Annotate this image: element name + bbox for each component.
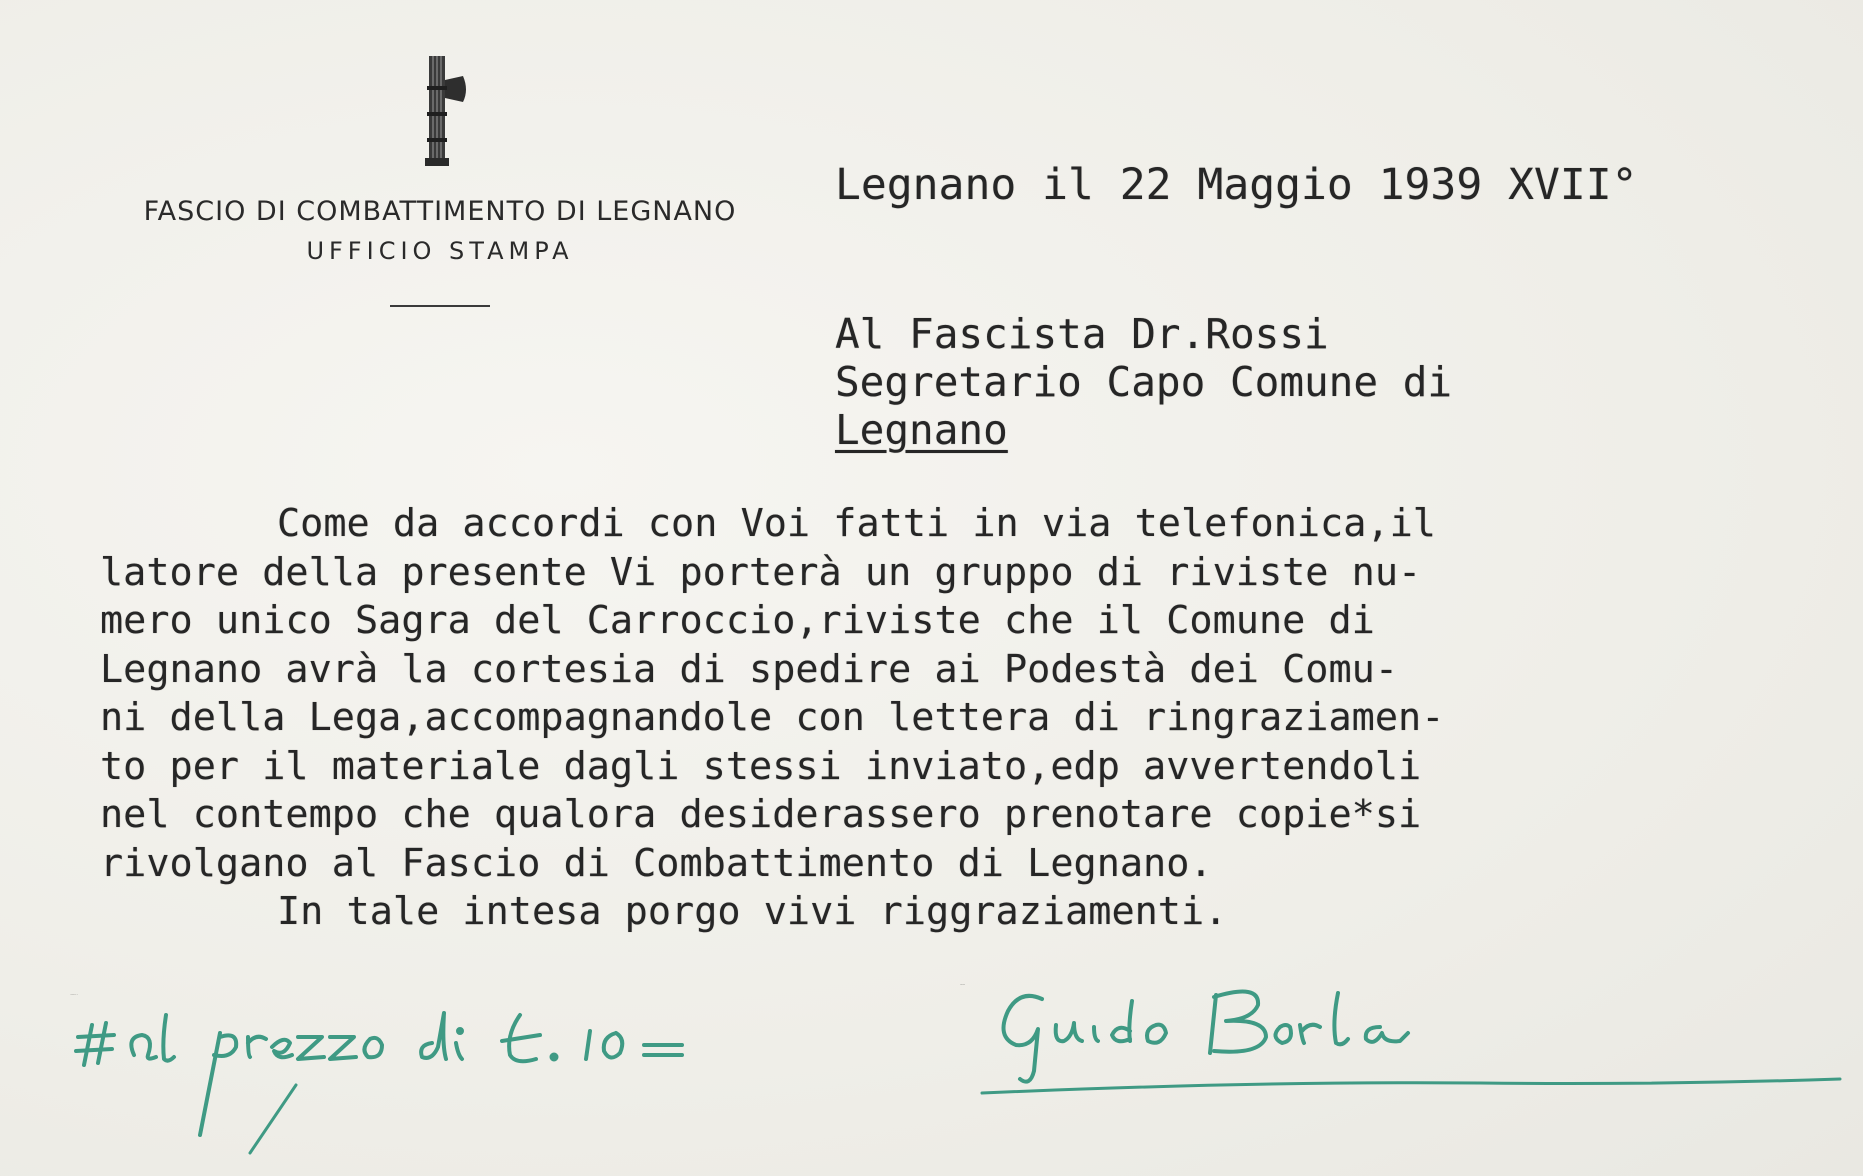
recipient-line-3: Legnano: [835, 406, 1008, 454]
handwritten-note-text: [70, 994, 79, 996]
body-line: Legnano avrà la cortesia di spedire ai Podestà dei Comu-: [100, 646, 1399, 692]
letterhead-organization: FASCIO DI COMBATTIMENTO DI LEGNANO: [143, 196, 737, 227]
dateline: Legnano il 22 Maggio 1939 XVII°: [835, 160, 1638, 210]
body-line: In tale intesa porgo vivi riggraziamenti.: [277, 889, 1228, 934]
letterhead: [60, 50, 820, 307]
signature: [960, 975, 1850, 1105]
body-line: Come da accordi con Voi fatti in via telefonica,il: [277, 501, 1436, 546]
body-line: ni della Lega,accompagnandole con lettera di ringraziamen-: [100, 695, 1445, 740]
letterhead-divider: [390, 305, 490, 307]
signature-text: [960, 984, 966, 986]
body-line: to per il materiale dagli stessi inviato,edp avvertendoli: [100, 743, 1422, 789]
body-line: mero unico Sagra del Carroccio,riviste che il Comune di: [100, 598, 1375, 643]
body-line: rivolgano al Fascio di Combattimento di Legnano.: [100, 840, 1213, 886]
body-line: nel contempo che qualora desiderassero prenotare copie*si: [100, 792, 1422, 837]
recipient-line-1: Al Fascista Dr.Rossi: [835, 310, 1329, 358]
letter-body: [100, 500, 1444, 937]
fasces-emblem-icon: [405, 50, 475, 170]
recipient-line-2: Segretario Capo Comune di: [835, 358, 1453, 406]
letterhead-office: UFFICIO STAMPA: [306, 237, 574, 265]
handwritten-note: [70, 985, 830, 1155]
body-line: latore della presente Vi porterà un gruppo di riviste nu-: [100, 549, 1422, 595]
